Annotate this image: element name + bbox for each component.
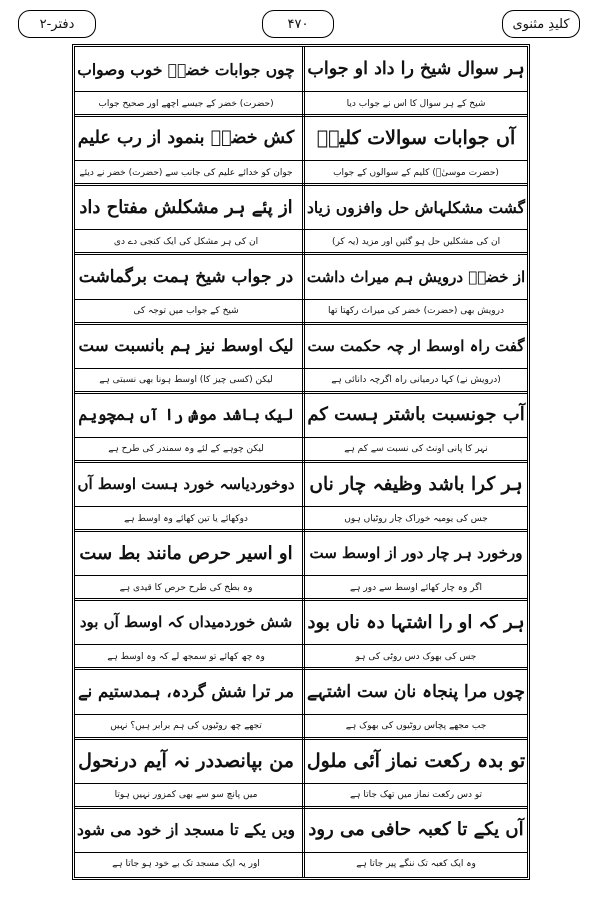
- stanza-row: [75, 185, 527, 254]
- left-translation: [75, 160, 297, 185]
- right-verse-text: گشت مشکلہاش حل وافزوں زیاد: [307, 197, 525, 217]
- page-number: ۴۷۰: [287, 16, 309, 32]
- left-translation: [75, 368, 297, 393]
- left-verse: [75, 185, 297, 229]
- right-translation-text: ان کی مشکلیں حل ہو گئیں اور مزید (یہ کر): [331, 236, 501, 247]
- right-verse-text: ورخورد ہر چار دور از اوسط ست: [309, 544, 523, 563]
- left-verse-text: در جواب شیخ ہمت برگماشت: [78, 267, 294, 287]
- left-translation-text: تجھے چھ روٹیوں کی ہم برابر ہیں؟ نہیں: [110, 721, 262, 732]
- stanza-row: [75, 808, 527, 877]
- left-verse-text: مر ترا شش گردہ، ہمدستیم نے: [78, 682, 294, 701]
- book-title: کلیدِ مثنوی: [512, 16, 570, 32]
- left-verse: [75, 670, 297, 714]
- left-translation: [75, 852, 297, 877]
- right-verse: [305, 47, 527, 91]
- left-translation: [75, 783, 297, 808]
- left-translation: [75, 229, 297, 254]
- right-verse-text: گفت راہ اوسط ار چہ حکمت ست: [307, 336, 525, 355]
- right-translation-text: درویش بھی (حضرت) خضر کی میراث رکھتا تھا: [328, 306, 504, 317]
- right-translation: [305, 783, 527, 808]
- translation-separator: [75, 714, 527, 715]
- translation-separator: [75, 299, 527, 300]
- left-verse-text: کش خضرؑ بنمود از رب علیم: [77, 128, 295, 149]
- left-verse: [75, 600, 297, 644]
- stanza-row: [75, 600, 527, 669]
- left-verse: [75, 808, 297, 852]
- left-translation-text: ان کی ہر مشکل کی ایک کنجی دے دی: [113, 236, 259, 247]
- right-translation: [305, 299, 527, 324]
- right-translation: [305, 368, 527, 393]
- right-translation: [305, 506, 527, 531]
- left-verse-text: چوں جوابات خضرؑ خوب وصواب: [77, 59, 295, 79]
- right-translation-text: جس کی بھوک دس روٹی کی ہو: [355, 651, 477, 662]
- left-verse: [75, 393, 297, 437]
- right-translation-text: جس کی یومیہ خوراک چار روٹیاں ہوں: [344, 513, 488, 524]
- left-verse-text: دوخوردیاسہ خورد ہست اوسط آں: [77, 475, 295, 493]
- left-translation: [75, 714, 297, 739]
- translation-separator: [75, 575, 527, 576]
- left-translation-text: وہ بطخ کی طرح حرص کا قیدی ہے: [119, 582, 253, 593]
- translation-separator: [75, 644, 527, 645]
- translation-separator: [75, 229, 527, 230]
- left-translation-text: (حضرت) خضر کے جیسے اچھے اور صحیح جواب: [98, 98, 274, 109]
- right-verse: [305, 324, 527, 368]
- right-translation: [305, 91, 527, 116]
- right-verse-text: ہر کہ او را اشتہا دہ ناں بود: [307, 611, 525, 633]
- stanza-row: [75, 670, 527, 739]
- stanza-row: [75, 324, 527, 393]
- translation-separator: [75, 783, 527, 784]
- left-verse-text: شش خوردمیداں کہ اوسط آں بود: [79, 613, 293, 632]
- translation-separator: [75, 91, 527, 92]
- right-verse-text: آب جونسبت باشتر ہست کم: [307, 404, 525, 426]
- right-verse-text: ہر سوال شیخ را داد او جواب: [307, 59, 525, 79]
- left-translation-text: میں پانچ سو سے بھی کمزور نہیں ہوتا: [114, 790, 258, 801]
- left-verse-text: لیک باشد موش را آں ہمچویم: [78, 405, 294, 425]
- stanza-row: [75, 531, 527, 600]
- stanza-row: [75, 47, 527, 116]
- left-translation: [75, 644, 297, 669]
- left-translation-text: جوان کو خدائے علیم کی جانب سے (حضرت) خضر نے دیئے: [79, 167, 293, 178]
- stanza-row: [75, 116, 527, 185]
- right-translation-text: شیخ کے ہر سوال کا اس نے جواب دیا: [346, 98, 486, 109]
- right-verse-text: آں یکے تا کعبہ حافی می رود: [308, 819, 524, 841]
- right-translation: [305, 852, 527, 877]
- right-verse: [305, 808, 527, 852]
- left-translation: [75, 91, 297, 116]
- verse-table: [72, 44, 530, 880]
- left-translation-text: وہ چھ کھائے تو سمجھ لے کہ وہ اوسط ہے: [107, 651, 265, 662]
- translation-separator: [75, 506, 527, 507]
- right-translation-text: جب مجھے پچاس روٹیوں کی بھوک ہے: [345, 721, 487, 732]
- page-number-badge: [262, 10, 334, 38]
- right-verse-text: آں جوابات سوالات کلیمؑ: [316, 127, 516, 150]
- right-verse: [305, 531, 527, 575]
- left-translation: [75, 506, 297, 531]
- right-translation-text: تو دس رکعت نماز میں تھک جاتا ہے: [350, 790, 482, 801]
- right-verse: [305, 462, 527, 506]
- right-translation: [305, 644, 527, 669]
- right-translation: [305, 160, 527, 185]
- left-translation-text: اور یہ ایک مسجد تک بے خود ہو جاتا ہے: [112, 859, 260, 870]
- stanza-row: [75, 393, 527, 462]
- left-translation: [75, 575, 297, 600]
- right-translation: [305, 437, 527, 462]
- right-verse: [305, 185, 527, 229]
- right-translation-text: (حضرت موسیٰؑ) کلیم کے سوالوں کے جواب: [333, 167, 499, 178]
- right-verse: [305, 116, 527, 160]
- right-translation: [305, 575, 527, 600]
- right-verse-text: چوں مرا پنجاہ نان ست اشتہے: [307, 682, 525, 702]
- volume-label: دفتر-۲: [39, 16, 75, 32]
- right-verse: [305, 670, 527, 714]
- right-verse: [305, 600, 527, 644]
- left-verse: [75, 116, 297, 160]
- left-verse: [75, 255, 297, 299]
- left-verse: [75, 324, 297, 368]
- volume-badge: [18, 10, 96, 38]
- right-translation: [305, 229, 527, 254]
- right-verse: [305, 739, 527, 783]
- right-verse: [305, 255, 527, 299]
- right-translation: [305, 714, 527, 739]
- left-verse-text: ویں یکے تا مسجد از خود می شود: [76, 820, 296, 840]
- left-translation: [75, 437, 297, 462]
- left-verse-text: از پئے ہر مشکلش مفتاح داد: [79, 196, 293, 218]
- right-verse-text: ہر کرا باشد وظیفہ چار ناں: [309, 473, 523, 495]
- left-verse-text: لیک اوسط نیز ہم بانسبت ست: [78, 336, 294, 356]
- stanza-row: [75, 739, 527, 808]
- translation-separator: [75, 160, 527, 161]
- stanza-row: [75, 462, 527, 531]
- left-verse-text: او اسیر حرص مانند بط ست: [79, 542, 293, 564]
- left-verse: [75, 47, 297, 91]
- translation-separator: [75, 437, 527, 438]
- right-translation-text: اگر وہ چار کھائے اوسط سے دور ہے: [350, 582, 482, 593]
- left-translation: [75, 299, 297, 324]
- right-translation-text: وہ ایک کعبہ تک ننگے پیر جاتا ہے: [356, 859, 476, 870]
- right-verse: [305, 393, 527, 437]
- left-translation-text: شیخ کے جواب میں توجہ کی: [133, 306, 239, 317]
- book-title-badge: [502, 10, 580, 38]
- right-verse-text: تو بدہ رکعت نماز آئی ملول: [306, 749, 526, 772]
- left-translation-text: لیکن چوہے کے لئے وہ سمندر کی طرح ہے: [108, 444, 264, 455]
- right-verse-text: از خضرؑ درویش ہم میراث داشت: [306, 267, 526, 286]
- right-translation-text: (درویش نے) کہا درمیانی راہ اگرچہ دانائی ہے: [331, 375, 501, 386]
- left-verse: [75, 739, 297, 783]
- left-verse: [75, 531, 297, 575]
- stanza-row: [75, 255, 527, 324]
- left-verse: [75, 462, 297, 506]
- right-translation-text: نہر کا پانی اونٹ کی نسبت سے کم ہے: [344, 444, 488, 455]
- left-translation-text: دوکھائے یا تین کھائے وہ اوسط ہے: [124, 513, 248, 524]
- left-translation-text: لیکن (کسی چیز کا) اوسط ہونا بھی نسبتی ہے: [99, 375, 273, 386]
- left-verse-text: من بپانصددر نہ آیم درنحول: [78, 749, 294, 772]
- translation-separator: [75, 852, 527, 853]
- translation-separator: [75, 368, 527, 369]
